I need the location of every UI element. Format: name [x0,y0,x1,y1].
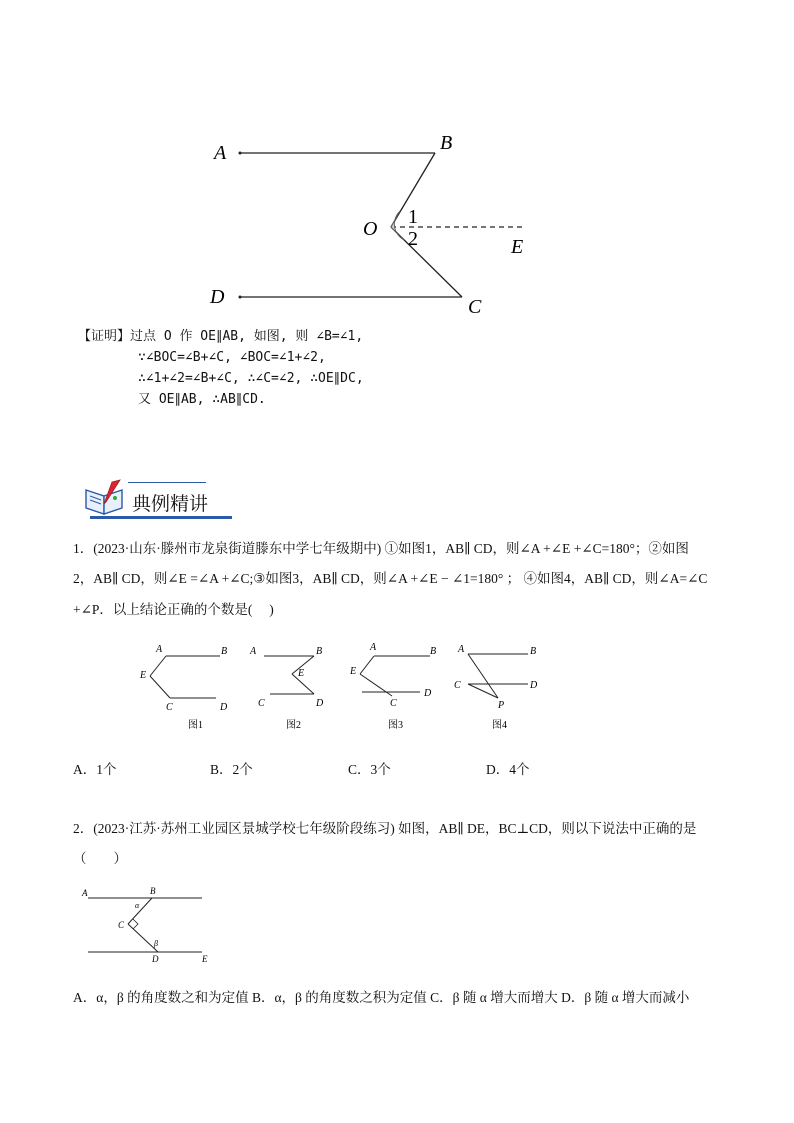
fig2-label-d: D [316,698,324,709]
q2-figure [78,882,218,968]
proof-block [78,326,364,410]
q1-option-b: B．2个 [210,762,253,777]
q2-line-2: （ ） [73,851,127,866]
fig3-caption: 图3 [388,720,403,731]
q2-label-c: C [118,920,125,930]
q2-label-a: A [82,888,88,898]
point-a-dot [239,152,242,155]
fig4-label-d: D [530,680,538,691]
point-d-dot [239,296,242,299]
fig3-label-b: B [430,646,437,657]
q2-options: A．α，β 的角度数之和为定值 B．α，β 的角度数之积为定值 C．β 随 α 增大而增大 D．β 随 α 增大而减小 [73,990,690,1005]
fig3-label-e: E [350,666,357,677]
label-a: A [214,142,227,164]
q1-figure-4 [452,640,552,735]
fig4-label-c: C [454,680,461,691]
fig1-caption: 图1 [188,720,203,731]
q1-figure-3 [346,640,446,735]
q1-option-d: D．4个 [486,762,530,777]
fig2-caption: 图2 [286,720,301,731]
section-underline [90,516,232,519]
q2-label-alpha: α [135,901,140,910]
q1-figure-1 [136,640,236,735]
label-two: 2 [408,228,418,250]
q1-option-a: A．1个 [73,762,117,777]
fig2-label-a: A [250,646,257,657]
q1-option-c: C．3个 [348,762,391,777]
fig4-label-a: A [458,644,465,655]
fig1-label-c: C [166,702,173,713]
fig3-label-d: D [424,688,432,699]
q1-line-3: +∠P．以上结论正确的个数是( ) [73,602,274,617]
proof-line-3: ∴∠1+∠2=∠B+∠C, ∴∠C=∠2, ∴OE∥DC, [138,371,364,386]
fig2-label-b: B [316,646,323,657]
fig1-label-b: B [221,646,228,657]
section-title: 典例精讲 [132,493,209,515]
fig3-label-a: A [370,642,377,653]
fig3-label-c: C [390,698,397,709]
fig4-label-b: B [530,646,537,657]
label-one: 1 [408,206,418,228]
fig1-label-d: D [220,702,228,713]
proof-line-2: ∵∠BOC=∠B+∠C, ∠BOC=∠1+∠2, [138,350,326,365]
fig2-label-e: E [298,668,305,679]
q1-line-1: 1．(2023·山东·滕州市龙泉街道滕东中学七年级期中) ①如图1，AB∥ CD，则∠A +∠E +∠C=180°；②如图 [73,541,689,556]
label-e: E [511,236,524,258]
q2-segment-bc [128,898,152,924]
label-c: C [468,296,482,318]
fig1-label-a: A [156,644,163,655]
q1-figure-2 [246,640,346,735]
q2-label-e: E [202,954,208,964]
fig2-label-c: C [258,698,265,709]
section-book-icon [82,478,128,518]
q2-label-beta: β [154,939,158,948]
section-underline-top [128,482,206,483]
q2-label-d: D [152,954,159,964]
q2-right-angle [133,919,138,929]
label-b: B [440,132,453,154]
fig4-caption: 图4 [492,720,507,731]
q2-line-1: 2．(2023·江苏·苏州工业园区景城学校七年级阶段练习) 如图，AB∥ DE，BC⊥CD，则以下说法中正确的是 [73,821,697,836]
fig1-label-e: E [140,670,147,681]
proof-line-1: 【证明】过点 O 作 OE∥AB, 如图, 则 ∠B=∠1, [78,329,364,344]
proof-line-4: 又 OE∥AB, ∴AB∥CD. [138,392,266,407]
q2-label-b: B [150,886,156,896]
q1-line-2: 2，AB∥ CD，则∠E =∠A +∠C;③如图3，AB∥ CD，则∠A +∠E − ∠1=180° ； ④如图4，AB∥ CD，则∠A=∠C [73,571,708,586]
label-d: D [210,286,225,308]
angle-arc [391,211,404,240]
top-geometry-figure [200,125,560,320]
fig4-label-p: P [498,700,505,711]
label-o: O [363,218,378,240]
